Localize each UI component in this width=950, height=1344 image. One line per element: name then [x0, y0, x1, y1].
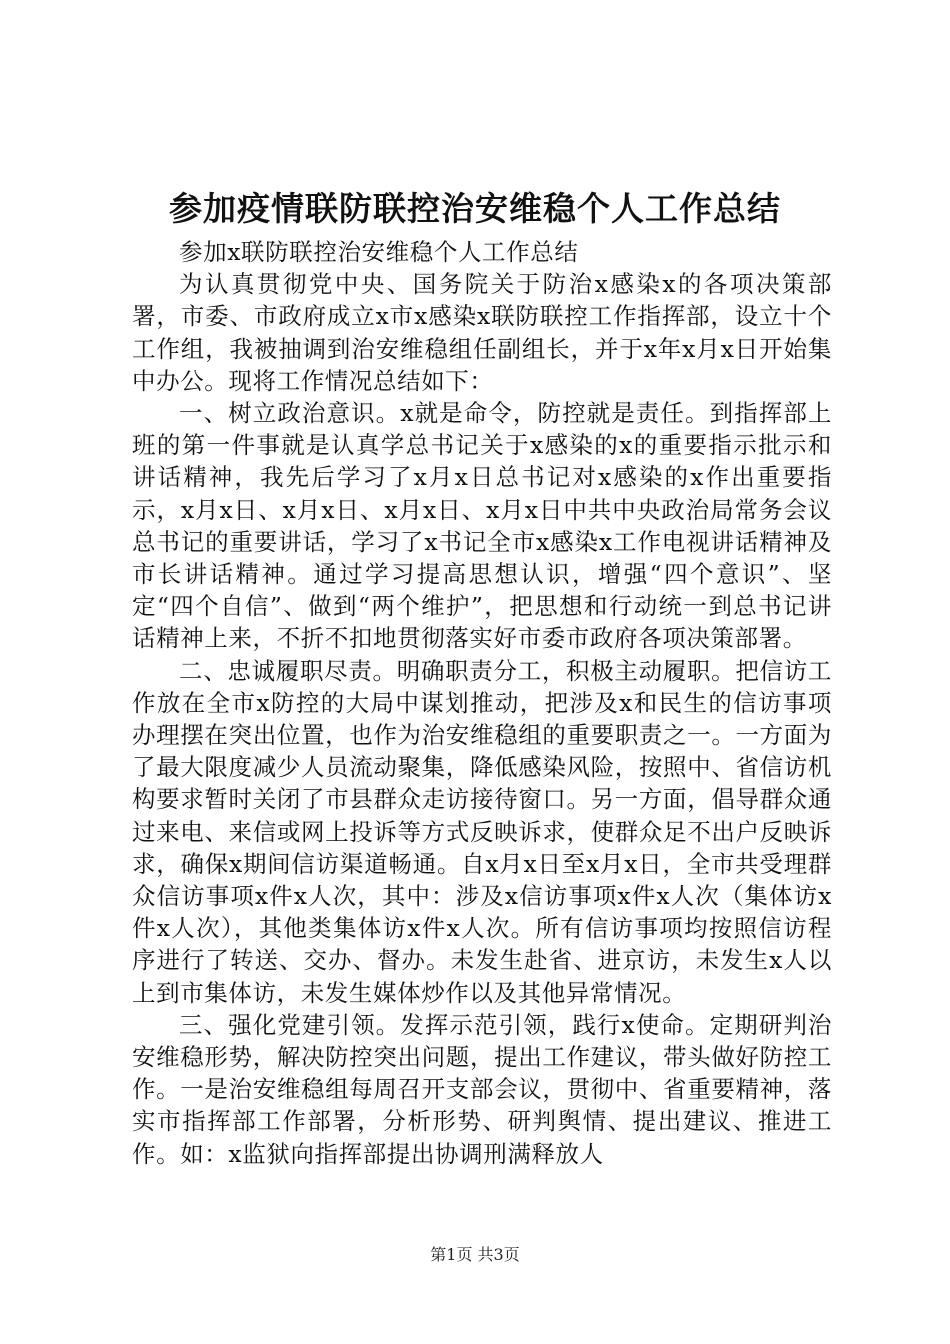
- subtitle-paragraph: 参加x联防联控治安维稳个人工作总结: [179, 238, 579, 266]
- document-body: [132, 236, 832, 1170]
- document-title: 参加疫情联防联控治安维稳个人工作总结: [169, 189, 781, 228]
- section-two-paragraph: 二、忠诚履职尽责。明确职责分工，积极主动履职。把信访工作放在全市x防控的大局中谋划推动，把涉及x和民生的信访事项办理摆在突出位置，也作为治安维稳组的重要职责之一。一方面为了最大限度减少人员流动聚集，降低感染风险，按照中、省信访机构要求暂时关闭了市县群众走访接待窗口。另一方面，倡导群众通过来电、来信或网上投诉等方式反映诉求，使群众足不出户反映诉求，确保x期间信访渠道畅通。自x月x日至x月x日，全市共受理群众信访事项x件x人次，其中：涉及x信访事项x件x人次（集体访x件x人次），其他类集体访x件x人次。所有信访事项均按照信访程序进行了转送、交办、督办。未发生赴省、进京访，未发生x人以上到市集体访，未发生媒体炒作以及其他异常情况。: [132, 656, 832, 1007]
- intro-paragraph: 为认真贯彻党中央、国务院关于防治x感染x的各项决策部署，市委、市政府成立x市x感染x联防联控工作指挥部，设立十个工作组，我被抽调到治安维稳组任副组长，并于x年x月x日开始集中办公。现将工作情况总结如下：: [132, 270, 832, 395]
- section-three-paragraph: 三、强化党建引领。发挥示范引领，践行x使命。定期研判治安维稳形势，解决防控突出问题，提出工作建议，带头做好防控工作。一是治安维稳组每周召开支部会议，贯彻中、省重要精神，落实市指挥部工作部署，分析形势、研判舆情、提出建议、推进工作。如：x监狱向指挥部提出协调刑满释放人: [132, 1010, 832, 1168]
- page-number-footer: 第1页 共3页: [430, 1245, 520, 1264]
- section-one-paragraph: 一、树立政治意识。x就是命令，防控就是责任。到指挥部上班的第一件事就是认真学总书记关于x感染的x的重要指示批示和讲话精神，我先后学习了x月x日总书记对x感染的x作出重要指示，x月x日、x月x日、x月x日、x月x日中共中央政治局常务会议总书记的重要讲话，学习了x书记全市x感染x工作电视讲话精神及市长讲话精神。通过学习提高思想认识，增强“四个意识”、坚定“四个自信”、做到“两个维护”，把思想和行动统一到总书记讲话精神上来，不折不扣地贯彻落实好市委市政府各项决策部署。: [132, 399, 832, 653]
